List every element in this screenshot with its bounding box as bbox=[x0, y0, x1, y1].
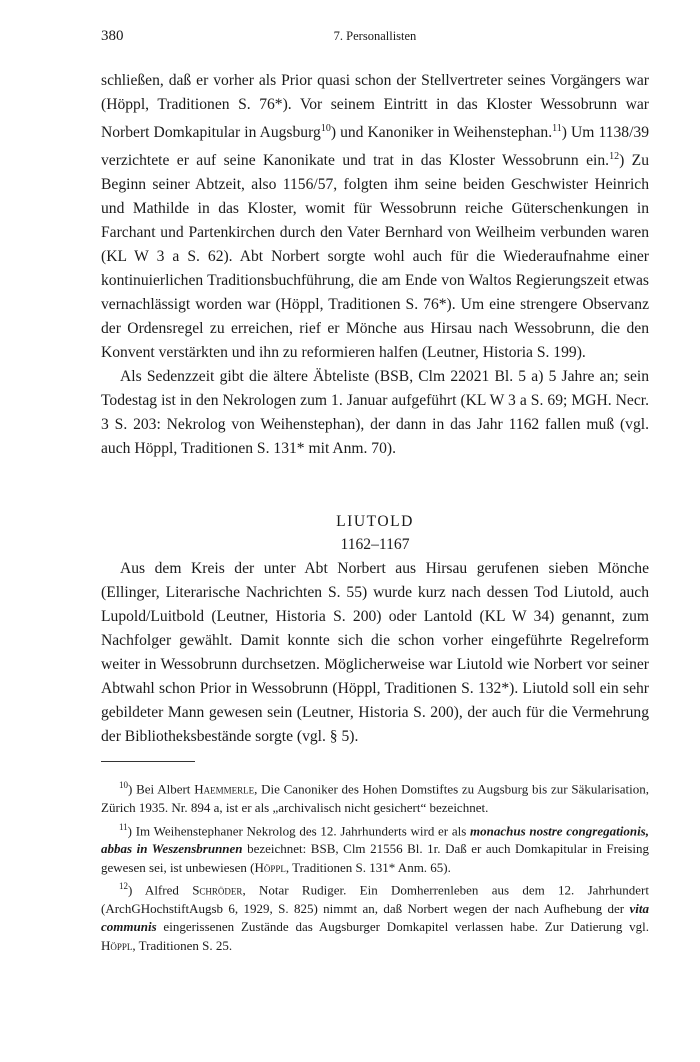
paragraph-norbert-continued bbox=[101, 69, 649, 365]
footnotes bbox=[101, 776, 649, 955]
text-run: ) Im Weihenstephaner Nekrolog des 12. Jahrhunderts wird er als bbox=[127, 822, 470, 838]
page-header bbox=[101, 28, 649, 50]
footnote-ref[interactable]: 12 bbox=[609, 151, 620, 163]
text-run: ) und Kanoniker in Weihenstephan. bbox=[330, 124, 553, 142]
footnote-12 bbox=[101, 877, 649, 955]
text-run: , Traditionen S. 131* Anm. 65). bbox=[285, 859, 451, 875]
text-run: eingerissenen Zustände das Augsburger Domkapitel verlassen habe. Zur Datierung vgl. bbox=[156, 919, 649, 935]
footnote-rule bbox=[101, 761, 195, 762]
latin-quote: monachus nostre congregationis, abbas in Weszensbrunnen bbox=[101, 822, 649, 857]
text-run: schließen, daß er vorher als Prior quasi schon der Stellvertreter seines Vorgängers war (Höppl, Traditionen S. 76*). Vor seinem Eintritt in das Kloster Wessobrunn war Norbert Domkapitular in Augsburg bbox=[101, 72, 649, 142]
footnote-ref[interactable]: 10 bbox=[320, 123, 331, 134]
footnote-10 bbox=[101, 776, 649, 817]
footnote-ref[interactable]: 11 bbox=[552, 123, 562, 134]
text-run: ) Alfred bbox=[128, 882, 193, 898]
text-run: , Die Canoniker des Hohen Domstiftes zu Augsburg bis zur Säkularisation, Zürich 1935. Nr. 894 a, ist er als „archivalisch nicht gesichert“ bezeichnet. bbox=[101, 781, 649, 816]
text-run: ) Zu Beginn seiner Abtzeit, also 1156/57, folgten ihm seine beiden Geschwister Heinrich und Mathilde in das Kloster, womit für Wessobrunn reiche Güterschenkungen in Farchant und Partenkirchen durch den Vater Bernhard von Weilheim verbunden waren (KL W 3 a S. 62). Abt Norbert sorgte wohl auch für die Wiederaufnahme einer kontinuierlichen Traditionsbuchführung, die am Ende von Waltos Regierungszeit etwas vernachlässigt worden war (Höppl, Traditionen S. 76*). Um eine strengere Observanz der Ordensregel zu erreichen, rief er Mönche aus Hirsau nach Wessobrunn, die den Konvent verstärkten und ihn zu reformieren halfen (Leutner, Historia S. 199). bbox=[101, 152, 649, 362]
book-page bbox=[101, 28, 649, 955]
footnote-mark: 12 bbox=[119, 881, 128, 892]
latin-quote: vita communis bbox=[101, 900, 649, 935]
author-name: Höppl bbox=[101, 937, 133, 953]
running-head: 7. Personallisten bbox=[333, 29, 417, 43]
text-run: bezeichnet: BSB, Clm 21556 Bl. 1r. Daß er auch Domkapitular in Freising gewesen sei, ist unbewiesen ( bbox=[101, 841, 649, 875]
footnote-mark: 10 bbox=[119, 780, 128, 791]
author-name: Höppl bbox=[254, 859, 286, 875]
page-number: 380 bbox=[101, 28, 124, 44]
section-title: LIUTOLD bbox=[336, 513, 414, 531]
text-run: ) Um 1138/39 verzichtete er auf seine Kanonikate und trat in das Kloster Wessobrunn ein. bbox=[101, 124, 650, 170]
text-run: ) Bei Albert bbox=[128, 781, 195, 797]
author-name: Haemmerle bbox=[194, 781, 255, 797]
paragraph-liutold: Aus dem Kreis der unter Abt Norbert aus Hirsau gerufenen sieben Mönche (Ellinger, Literarische Nachrichten S. 55) wurde kurz nach dessen Tod Liutold, auch Lupold/Luitbold (Leutner, Historia S. 200) oder Lantold (KL W 34) genannt, zum Nachfolger gewählt. Damit konnte sich die schon vorher eingeführte Regelreform weiter in Wessobrunn durchsetzen. Möglicherweise war Liutold wie Norbert vor seiner Abtwahl schon Prior in Wessobrunn (Höppl, Traditionen S. 132*). Liutold soll ein sehr gebildeter Mann gewesen sein (Leutner, Historia S. 200), der auch für die Vermehrung der Bibliotheksbestände sorgte (vgl. § 5). bbox=[101, 560, 649, 746]
paragraph-sedenzzeit: Als Sedenzzeit gibt die ältere Äbteliste (BSB, Clm 22021 Bl. 5 a) 5 Jahre an; sein Todestag ist in den Nekrologen zum 1. Januar aufgeführt (KL W 3 a S. 69; MGH. Necr. 3 S. 203: Nekrolog von Weihenstephan), der dann in das Jahr 1162 fallen muß (vgl. auch Höppl, Traditionen S. 131* mit Anm. 70). bbox=[101, 368, 649, 458]
footnote-11 bbox=[101, 818, 649, 878]
author-name: Schröder bbox=[192, 882, 243, 898]
section-years: 1162–1167 bbox=[340, 536, 410, 554]
text-run: , Notar Rudiger. Ein Domherrenleben aus dem 12. Jahrhundert (ArchGHochstiftAugsb 6, 1929, S. 825) nimmt an, daß Norbert wegen der nach Aufhebung der bbox=[101, 882, 649, 916]
footnote-mark: 11 bbox=[119, 821, 128, 832]
text-run: , Traditionen S. 25. bbox=[132, 937, 233, 953]
main-text bbox=[101, 69, 649, 749]
